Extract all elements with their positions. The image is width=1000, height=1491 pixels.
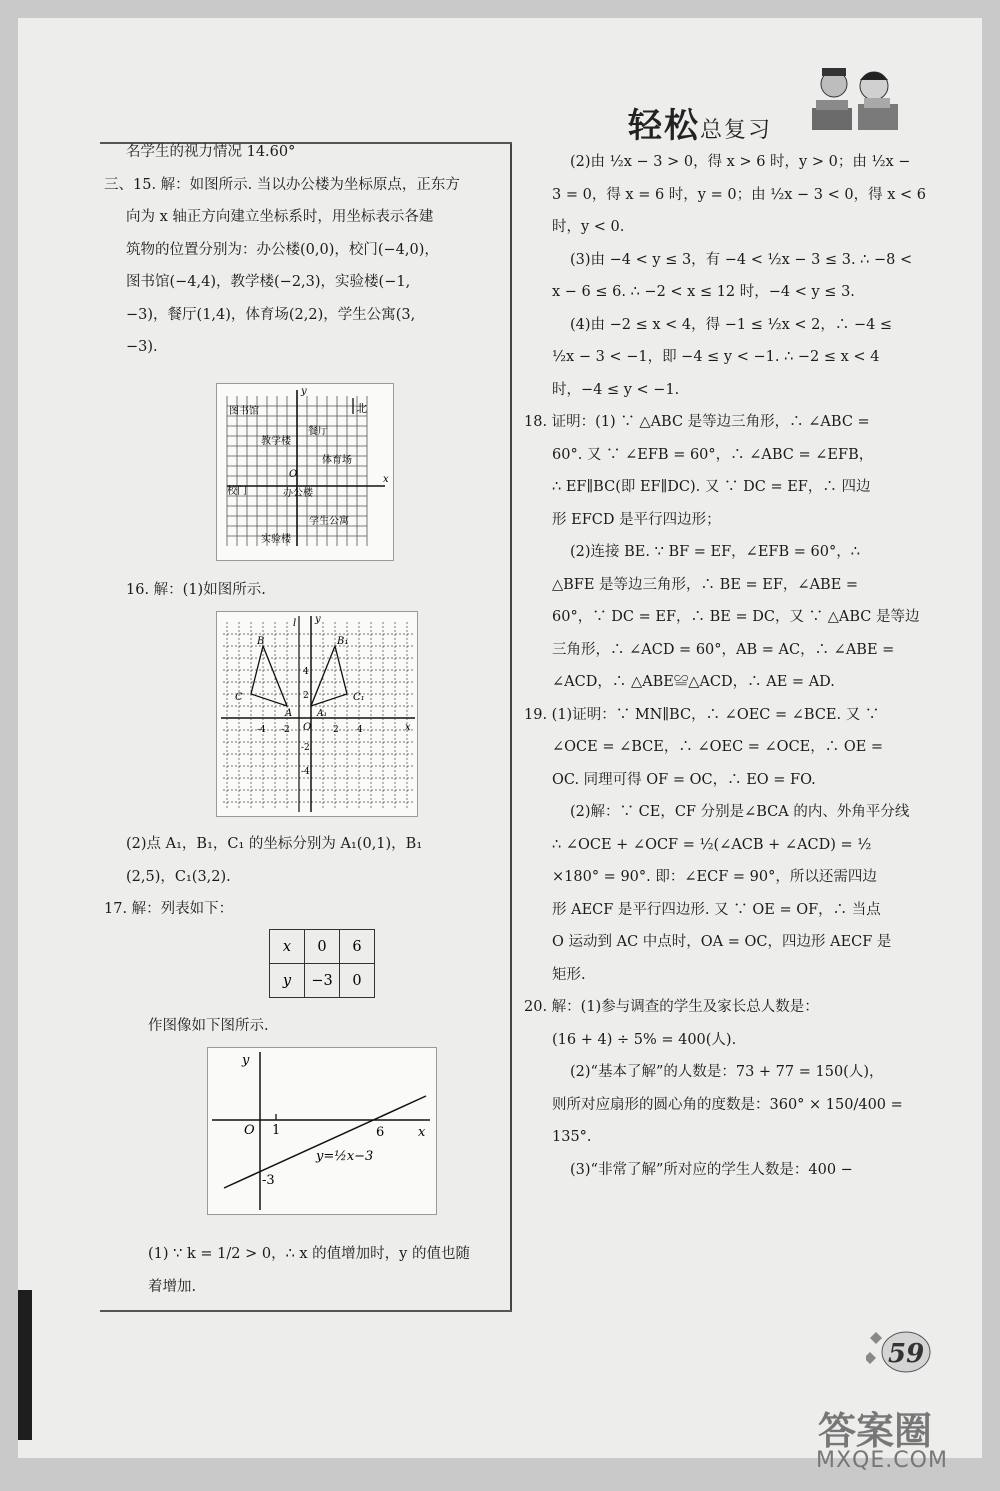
tri-label-c: C bbox=[235, 692, 243, 703]
column-divider bbox=[510, 142, 512, 1312]
text-line: 时，y < 0. bbox=[552, 219, 625, 235]
tri-ytick: -4 bbox=[301, 767, 310, 777]
triangle-reflection-figure bbox=[216, 611, 418, 817]
tri-label-a: A bbox=[285, 708, 293, 719]
text-line: OC. 同理可得 OF = OC，∴ EO = FO. bbox=[552, 771, 816, 788]
tri-label-l: l bbox=[293, 618, 297, 629]
text-line: (2,5)，C₁(3,2). bbox=[126, 868, 231, 885]
text-line: 16. 解：(1)如图所示. bbox=[126, 582, 266, 598]
text-line: (2)由 ½x − 3 > 0，得 x > 6 时，y > 0；由 ½x − bbox=[570, 154, 911, 170]
text-line: 向为 x 轴正方向建立坐标系时，用坐标表示各建 bbox=[126, 209, 434, 225]
text-line: (2)“基本了解”的人数是：73 + 77 = 150(人)， bbox=[570, 1064, 884, 1080]
text-line: ½x − 3 < −1，即 −4 ≤ y < −1. ∴ −2 ≤ x < 4 bbox=[552, 349, 880, 365]
text-line: 形 EFCD 是平行四边形； bbox=[552, 511, 721, 528]
text-line: 60°，∵ DC = EF，∴ BE = DC，又 ∵ △ABC 是等边 bbox=[552, 609, 920, 625]
tri-label-b: B bbox=[257, 636, 265, 647]
graph-x-label: x bbox=[418, 1125, 426, 1140]
tri-label-b1: B₁ bbox=[337, 636, 349, 647]
text-line: −3)，餐厅(1,4)，体育场(2,2)，学生公寓(3, bbox=[126, 306, 416, 323]
tri-ytick: -2 bbox=[301, 743, 310, 753]
text-line: (1) ∵ k = 1/2 > 0，∴ x 的值增加时，y 的值也随 bbox=[148, 1246, 470, 1262]
binding-shadow bbox=[18, 1290, 32, 1440]
map-north: 北 bbox=[356, 402, 367, 415]
text-line: O 运动到 AC 中点时，OA = OC，四边形 AECF 是 bbox=[552, 934, 892, 950]
text-line: (4)由 −2 ≤ x < 4，得 −1 ≤ ½x < 2，∴ −4 ≤ bbox=[570, 316, 893, 333]
table-cell: 0 bbox=[305, 930, 340, 964]
q17-conclusion bbox=[126, 1238, 470, 1303]
brand-main: 轻松 bbox=[628, 106, 700, 146]
table-cell: 6 bbox=[340, 930, 375, 964]
tri-xtick: -2 bbox=[281, 725, 290, 735]
graph-tick-6: 6 bbox=[376, 1125, 385, 1140]
text-line: −3). bbox=[126, 339, 158, 355]
table-cell: y bbox=[270, 964, 305, 998]
text-line: (2)解：∵ CE，CF 分别是∠BCA 的内、外角平分线 bbox=[570, 804, 910, 820]
text-line: ∴ ∠OCE + ∠OCF = ½(∠ACB + ∠ACD) = ½ bbox=[552, 836, 872, 853]
map-teaching: 教学楼 bbox=[261, 436, 291, 447]
reading-kids-illustration bbox=[808, 62, 903, 134]
brand-title bbox=[628, 98, 772, 147]
linear-function-graph bbox=[207, 1047, 437, 1215]
text-line: 筑物的位置分别为：办公楼(0,0)，校门(−4,0)， bbox=[126, 241, 439, 258]
text-line: (2)连接 BE. ∵ BF = EF，∠EFB = 60°，∴ bbox=[570, 544, 860, 560]
brand-sub: 总复习 bbox=[700, 118, 773, 143]
text-line: 18. 证明：(1) ∵ △ABC 是等边三角形，∴ ∠ABC = bbox=[524, 414, 870, 430]
map-gym: 体育场 bbox=[322, 455, 352, 466]
map-office: 办公楼 bbox=[283, 488, 313, 499]
text-line: (3)“非常了解”所对应的学生人数是：400 − bbox=[570, 1161, 853, 1178]
page-number-badge bbox=[866, 1324, 932, 1380]
text-line: 三、15. 解：如图所示. 当以办公楼为坐标原点，正东方 bbox=[104, 176, 460, 193]
text-line: 作图像如下图所示. bbox=[148, 1018, 269, 1034]
tri-label-c1: C₁ bbox=[353, 692, 365, 703]
right-column bbox=[524, 146, 926, 1186]
graph-y-label: y bbox=[242, 1053, 250, 1068]
map-library: 图书馆 bbox=[229, 406, 259, 417]
text-line: 图书馆(−4,4)，教学楼(−2,3)，实验楼(−1, bbox=[126, 274, 411, 290]
tri-xtick: 4 bbox=[357, 725, 363, 735]
map-gate: 校门 bbox=[227, 486, 247, 497]
graph-tick-m3: -3 bbox=[262, 1173, 275, 1188]
text-line: (16 + 4) ÷ 5% = 400(人). bbox=[552, 1031, 737, 1048]
text-line: ∠ACD，∴ △ABE≌△ACD，∴ AE = AD. bbox=[552, 674, 835, 690]
map-canteen: 餐厅 bbox=[308, 426, 328, 437]
watermark-url: MXQE.COM bbox=[816, 1448, 948, 1473]
tri-ytick: 2 bbox=[303, 691, 309, 701]
q16-answer bbox=[104, 828, 422, 926]
map-y-label: y bbox=[301, 386, 307, 397]
graph-equation: y=½x−3 bbox=[316, 1149, 374, 1164]
table-cell: x bbox=[270, 930, 305, 964]
text-line: (3)由 −4 < y ≤ 3，有 −4 < ½x − 3 ≤ 3. ∴ −8 < bbox=[570, 251, 913, 268]
text-line: 135°. bbox=[552, 1129, 592, 1145]
graph-tick-1: 1 bbox=[272, 1123, 281, 1138]
text-line: ∴ EF∥BC(即 EF∥DC). 又 ∵ DC = EF，∴ 四边 bbox=[552, 479, 871, 495]
map-x-label: x bbox=[383, 474, 389, 485]
tri-label-y: y bbox=[315, 614, 321, 625]
text-line: 则所对应扇形的圆心角的度数是：360° × 150/400 = bbox=[552, 1096, 903, 1113]
text-line: 19. (1)证明：∵ MN∥BC，∴ ∠OEC = ∠BCE. 又 ∵ bbox=[524, 706, 880, 723]
map-origin: O bbox=[289, 469, 298, 480]
text-line: 20. 解：(1)参与调查的学生及家长总人数是： bbox=[524, 999, 819, 1015]
text-line: 三角形，∴ ∠ACD = 60°，AB = AC，∴ ∠ABE = bbox=[552, 641, 895, 658]
text-line: 60°. 又 ∵ ∠EFB = 60°，∴ ∠ABC = ∠EFB， bbox=[552, 446, 874, 463]
watermark-logo: 答案圈 bbox=[818, 1409, 933, 1453]
map-dorm: 学生公寓 bbox=[309, 516, 349, 527]
tri-label-o: O bbox=[303, 722, 312, 733]
graph-origin: O bbox=[244, 1123, 255, 1138]
text-line: (2)点 A₁，B₁，C₁ 的坐标分别为 A₁(0,1)，B₁ bbox=[126, 836, 423, 852]
text-line: 矩形. bbox=[552, 966, 586, 983]
text-line: 17. 解：列表如下： bbox=[104, 901, 234, 917]
q16-heading bbox=[104, 574, 266, 607]
text-line: 着增加. bbox=[148, 1278, 197, 1295]
tri-ytick: 4 bbox=[303, 667, 309, 677]
q17-graph-intro bbox=[126, 1010, 269, 1043]
campus-map-figure bbox=[216, 383, 394, 561]
tri-xtick: -4 bbox=[257, 725, 266, 735]
text-line: 时，−4 ≤ y < −1. bbox=[552, 381, 680, 398]
bottom-rule-left bbox=[100, 1310, 512, 1312]
text-line: ∠OCE = ∠BCE，∴ ∠OEC = ∠OCE，∴ OE = bbox=[552, 739, 884, 755]
text-line: ×180° = 90°. 即：∠ECF = 90°，所以还需四边 bbox=[552, 869, 877, 885]
page-number: 59 bbox=[888, 1339, 925, 1369]
table-cell: 0 bbox=[340, 964, 375, 998]
text-line: x − 6 ≤ 6. ∴ −2 < x ≤ 12 时，−4 < y ≤ 3. bbox=[552, 284, 855, 300]
table-cell: −3 bbox=[305, 964, 340, 998]
text-line: △BFE 是等边三角形，∴ BE = EF，∠ABE = bbox=[552, 576, 859, 593]
map-lab: 实验楼 bbox=[261, 534, 291, 545]
left-column-top bbox=[104, 136, 460, 364]
tri-label-a1: A₁ bbox=[317, 709, 328, 719]
text-line: 名学生的视力情况 14.60° bbox=[126, 144, 296, 160]
tri-xtick: 2 bbox=[333, 725, 339, 735]
text-line: 形 AECF 是平行四边形. 又 ∵ OE = OF，∴ 当点 bbox=[552, 901, 881, 918]
tri-label-x: x bbox=[405, 722, 411, 733]
value-table bbox=[269, 929, 375, 998]
text-line: 3 = 0，得 x = 6 时，y = 0；由 ½x − 3 < 0，得 x < 6 bbox=[552, 186, 926, 203]
